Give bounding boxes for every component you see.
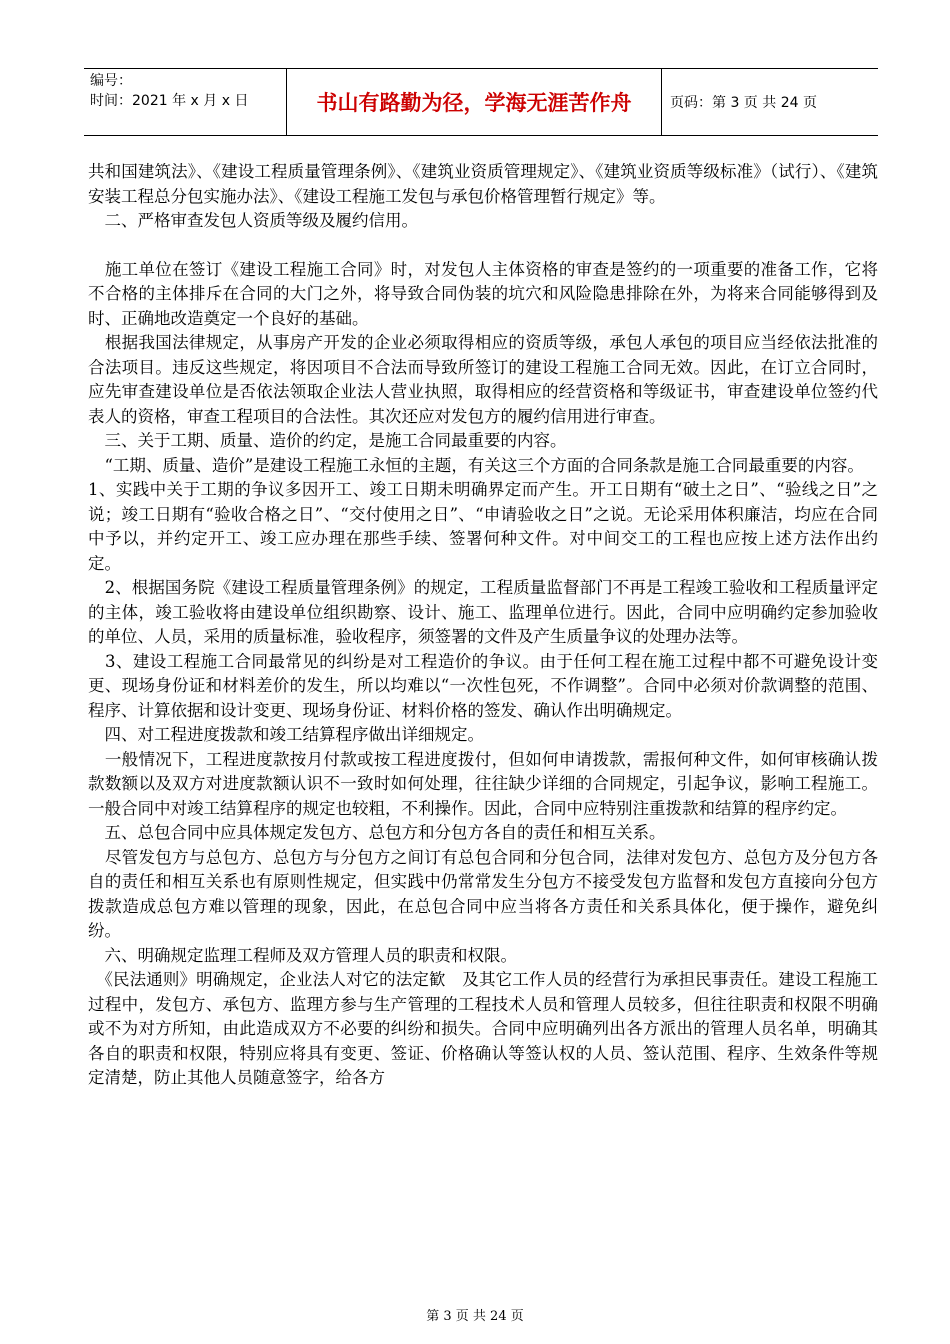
paragraph: “工期、质量、造价”是建设工程施工永恒的主题，有关这三个方面的合同条款是施工合同最重要的内容。 bbox=[88, 455, 864, 475]
paragraph: 3、建设工程施工合同最常见的纠纷是对工程造价的争议。由于任何工程在施工过程中都不可避免设计变更、现场身份证和材料差价的发生，所以均难以“一次性包死，不作调整”。合同中必须对价款调整的范围、程序、计算依据和设计变更、现场身份证、材料价格的签发、确认作出明确规定。 bbox=[88, 651, 878, 720]
paragraph: 共和国建筑法》、《建设工程质量管理条例》、《建筑业资质管理规定》、《建筑业资质等级标准》（试行）、《建筑安装工程总分包实施办法》、《建设工程施工发包与承包价格管理暂行规定》等。 bbox=[88, 162, 878, 206]
header-meta bbox=[84, 69, 287, 135]
section-heading: 四、对工程进度拨款和竣工结算程序做出详细规定。 bbox=[88, 725, 484, 744]
paragraph-spacer bbox=[88, 234, 878, 258]
paragraph: 施工单位在签订《建设工程施工合同》时，对发包人主体资格的审查是签约的一项重要的准备工作，它将不合格的主体排斥在合同的大门之外，将导致合同伪装的坑穴和风险隐患排除在外，为将来合同能够得到及时、正确地改造奠定一个良好的基础。 bbox=[88, 259, 878, 328]
paragraph: 《民法通则》明确规定，企业法人对它的法定歓 及其它工作人员的经营行为承担民事责任。建设工程施工过程中，发包方、承包方、监理方参与生产管理的工程技术人员和管理人员较多，但往往职责和权限不明确或不为对方所知，由此造成双方不必要的纠纷和损失。合同中应明确列出各方派出的管理人员名单，明确其各自的职责和权限，特别应将具有变更、签证、价格确认等签认权的人员、签认范围、程序、生效条件等规定清楚，防止其他人员随意签字，给各方 bbox=[88, 970, 878, 1087]
page-header bbox=[84, 68, 878, 136]
section-heading: 五、总包合同中应具体规定发包方、总包方和分包方各自的责任和相互关系。 bbox=[88, 823, 666, 842]
header-page-number: 页码：第 3 页 共 24 页 bbox=[670, 95, 817, 111]
section-heading: 六、明确规定监理工程师及双方管理人员的职责和权限。 bbox=[88, 945, 517, 965]
paragraph: 尽管发包方与总包方、总包方与分包方之间订有总包合同和分包合同，法律对发包方、总包方及分包方各自的责任和相互关系也有原则性规定，但实践中仍常常发生分包方不接受发包方监督和发包方直接向分包方拨款造成总包方难以管理的现象，因此，在总包合同中应当将各方责任和关系具体化，便于操作，避免纠纷。 bbox=[88, 847, 878, 940]
paragraph: 1、实践中关于工期的争议多因开工、竣工日期未明确界定而产生。开工日期有“破土之日”、“验线之日”之说；竣工日期有“验收合格之日”、“交付使用之日”、“申请验收之日”之说。无论采用体积廉洁，均应在合同中予以，并约定开工、竣工应办理在那些手续、签署何种文件。对中间交工的工程也应按上述方法作出约定。 bbox=[88, 480, 878, 573]
page-footer: 第 3 页 共 24 页 bbox=[426, 1309, 524, 1324]
section-heading: 二、严格审查发包人资质等级及履约信用。 bbox=[88, 211, 418, 230]
doc-time-label: 时间：2021 年 x 月 x 日 bbox=[90, 93, 249, 109]
paragraph: 2、根据国务院《建设工程质量管理条例》的规定，工程质量监督部门不再是工程竣工验收和工程质量评定的主体，竣工验收将由建设单位组织勘察、设计、施工、监理单位进行。因此，合同中应明确约定参加验收的单位、人员，采用的质量标准，验收程序，须签署的文件及产生质量争议的处理办法等。 bbox=[88, 578, 878, 646]
doc-number-label: 编号： bbox=[90, 73, 132, 89]
document-body bbox=[88, 160, 878, 1091]
paragraph: 根据我国法律规定，从事房产开发的企业必须取得相应的资质等级，承包人承包的项目应当经依法批准的合法项目。违反这些规定，将因项目不合法而导致所签订的建设工程施工合同无效。因此，在订立合同时，应先审查建设单位是否依法领取企业法人营业执照，取得相应的经营资格和等级证书，审查建设单位签约代表人的资格，审查工程项目的合法性。其次还应对发包方的履约信用进行审查。 bbox=[88, 333, 878, 426]
section-heading: 三、关于工期、质量、造价的约定，是施工合同最重要的内容。 bbox=[88, 431, 567, 450]
header-motto: 书山有路勤为径，学海无涯苦作舟 bbox=[287, 69, 662, 135]
paragraph: 一般情况下，工程进度款按月付款或按工程进度拨付，但如何申请拨款，需报何种文件，如何审核确认拨款数额以及双方对进度款额认识不一致时如何处理，往往缺少详细的合同规定，引起争议，影响工程施工。一般合同中对竣工结算程序的规定也较粗，不利操作。因此，合同中应特别注重拨款和结算的程序约定。 bbox=[88, 749, 878, 818]
